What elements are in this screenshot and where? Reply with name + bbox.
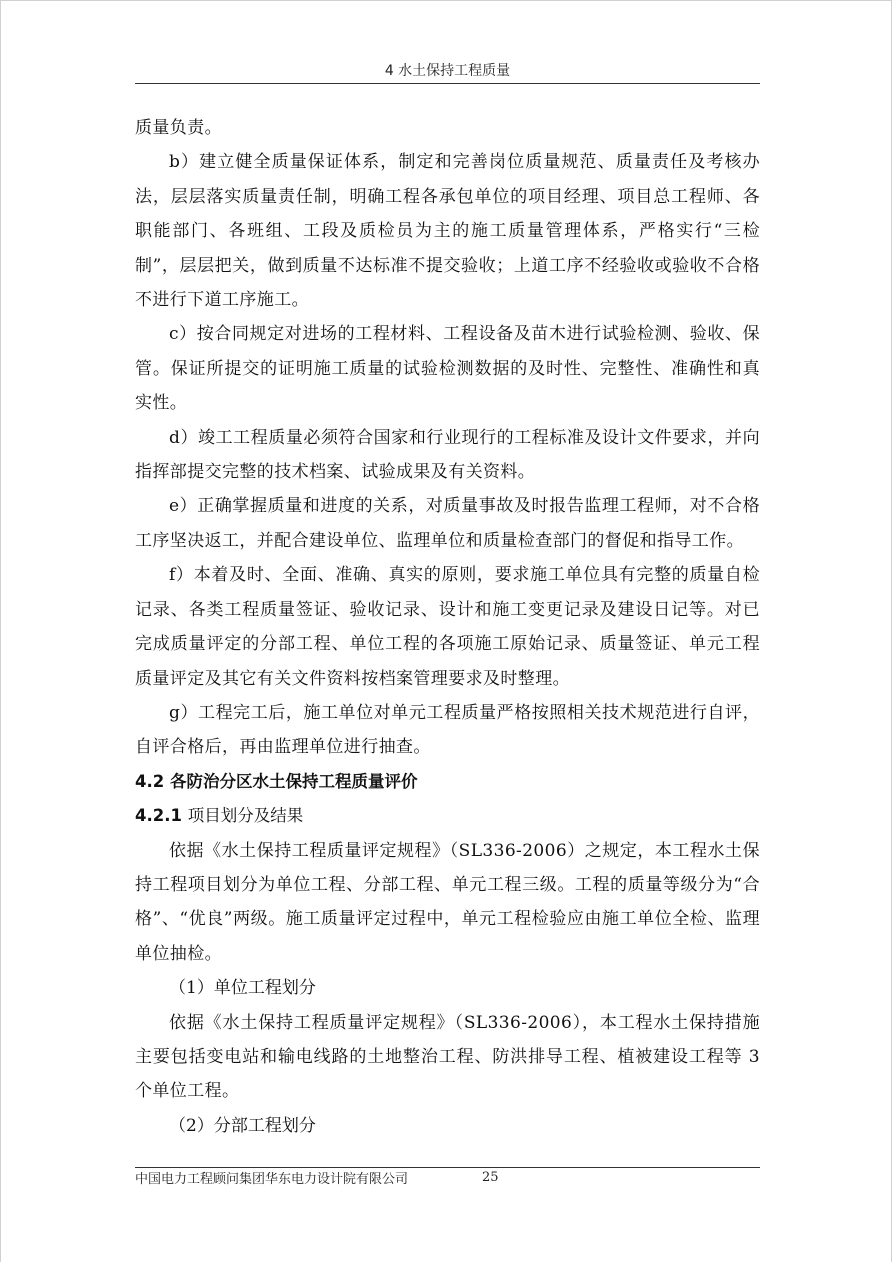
paragraph-continuation: 质量负责。 <box>135 118 222 138</box>
paragraph-unit-division: 依据《水土保持工程质量评定规程》（SL336-2006），本工程水土保持措施主要包括变电站和输电线路的土地整治工程、防洪排导工程、植被建设工程等 3 个单位工程。 <box>135 1012 760 1102</box>
list-item-subsection-division: （2）分部工程划分 <box>169 1115 316 1136</box>
page-number: 25 <box>482 1170 499 1185</box>
section-heading-4-2 <box>135 765 760 799</box>
section-number: 4.2 <box>135 771 165 791</box>
paragraph-item-e: e）正确掌握质量和进度的关系，对质量事故及时报告监理工程师，对不合格工序坚决返工，并配合建设单位、监理单位和质量检查部门的督促和指导工作。 <box>135 496 760 551</box>
paragraph-item-c: c）按合同规定对进场的工程材料、工程设备及苗木进行试验检测、验收、保管。保证所提交的证明施工质量的试验检测数据的及时性、完整性、准确性和真实性。 <box>135 324 760 414</box>
section-title: 项目划分及结果 <box>187 806 304 826</box>
list-item-unit-division: （1）单位工程划分 <box>169 978 316 999</box>
paragraph-division-rule: 依据《水土保持工程质量评定规程》（SL336-2006）之规定，本工程水土保持工程项目划分为单位工程、分部工程、单元工程三级。工程的质量等级分为“合格”、“优良”两级。施工质量评定过程中，单元工程检验应由施工单位全检、监理单位抽检。 <box>135 840 760 964</box>
header-rule <box>135 83 760 84</box>
running-header: 4 水土保持工程质量 <box>384 63 511 79</box>
section-number: 4.2.1 <box>135 806 182 826</box>
paragraph-item-g: g）工程完工后，施工单位对单元工程质量严格按照相关技术规范进行自评，自评合格后，再由监理单位进行抽查。 <box>135 702 760 758</box>
paragraph-item-d: d）竣工工程质量必须符合国家和行业现行的工程标准及设计文件要求，并向指挥部提交完整的技术档案、试验成果及有关资料。 <box>135 427 760 483</box>
footer-rule <box>135 1167 760 1168</box>
footer-company: 中国电力工程顾问集团华东电力设计院有限公司 <box>135 1172 409 1187</box>
document-body <box>135 111 760 1143</box>
paragraph-item-b: b）建立健全质量保证体系，制定和完善岗位质量规范、质量责任及考核办法，层层落实质量责任制，明确工程各承包单位的项目经理、项目总工程师、各职能部门、各班组、工段及质检员为主的施工质量管理体系，严格实行“三检制”，层层把关，做到质量不达标准不提交验收；上道工序不经验收或验收不合格不进行下道工序施工。 <box>135 152 760 311</box>
section-title: 各防治分区水土保持工程质量评价 <box>169 771 418 791</box>
paragraph-item-f: f）本着及时、全面、准确、真实的原则，要求施工单位具有完整的质量自检记录、各类工程质量签证、验收记录、设计和施工变更记录及建设日记等。对已完成质量评定的分部工程、单位工程的各项施工原始记录、质量签证、单元工程质量评定及其它有关文件资料按档案管理要求及时整理。 <box>135 565 760 689</box>
section-heading-4-2-1 <box>135 799 760 833</box>
